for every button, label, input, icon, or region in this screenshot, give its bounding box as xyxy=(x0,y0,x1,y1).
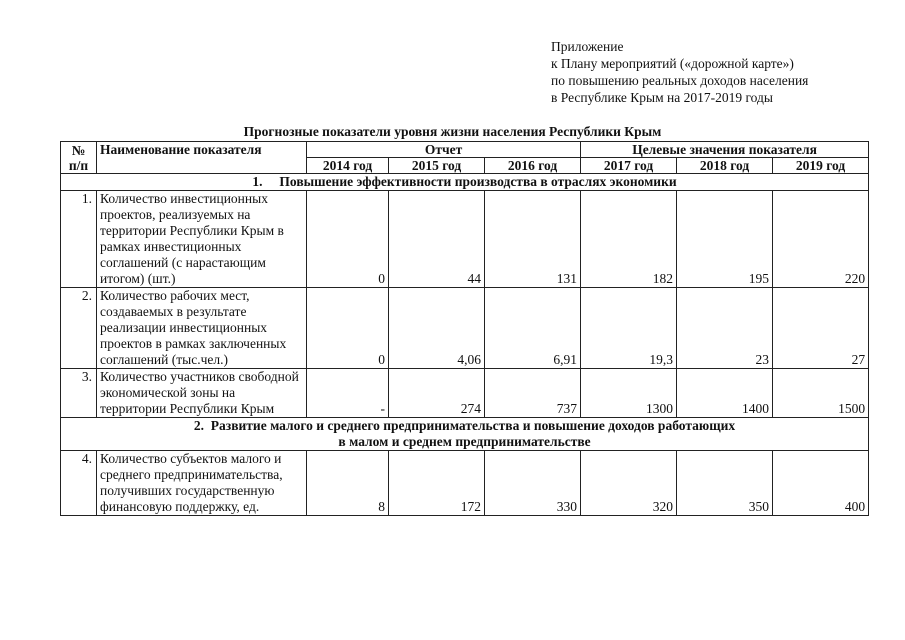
row-value: 6,91 xyxy=(485,288,581,369)
section-title-1-text: 1. Повышение эффективности производства в отраслях экономики xyxy=(252,174,677,189)
table-title: Прогнозные показатели уровня жизни населения Республики Крым xyxy=(243,124,662,139)
row-value: 131 xyxy=(485,191,581,288)
row-value: 27 xyxy=(773,288,869,369)
row-value: - xyxy=(307,369,389,418)
column-header-year: 2017 год xyxy=(581,158,677,174)
indicators-table xyxy=(60,141,869,516)
row-value: 1400 xyxy=(677,369,773,418)
appendix-line-4: в Республике Крым на 2017-2019 годы xyxy=(551,90,773,105)
column-header-target: Целевые значения показателя xyxy=(581,142,869,158)
row-value: 8 xyxy=(307,451,389,516)
column-header-number-line2: п/п xyxy=(68,158,89,173)
row-value: 4,06 xyxy=(389,288,485,369)
table-row xyxy=(61,191,869,288)
row-value: 44 xyxy=(389,191,485,288)
table-row xyxy=(61,451,869,516)
column-header-year: 2016 год xyxy=(485,158,581,174)
column-header-year: 2014 год xyxy=(307,158,389,174)
row-name: Количество рабочих мест, создаваемых в результате реализации инвестиционных проектов в рамках заключенных соглашений (тыс.чел.) xyxy=(97,288,307,369)
row-name: Количество субъектов малого и среднего предпринимательства, получивших государственную финансовую поддержку, ед. xyxy=(97,451,307,516)
row-value: 274 xyxy=(389,369,485,418)
column-header-year: 2019 год xyxy=(773,158,869,174)
row-name: Количество инвестиционных проектов, реализуемых на территории Республики Крым в рамках инвестиционных соглашений (с нарастающим итогом) (шт.) xyxy=(97,191,307,288)
row-number: 4. xyxy=(61,451,97,516)
column-header-number-line1: № xyxy=(71,143,86,158)
section-row xyxy=(61,174,869,191)
column-header-number xyxy=(61,142,97,174)
section-title-2-line1: 2. Развитие малого и среднего предпринимательства и повышение доходов работающих xyxy=(193,418,736,433)
section-row xyxy=(61,418,869,451)
row-value: 320 xyxy=(581,451,677,516)
row-value: 737 xyxy=(485,369,581,418)
appendix-header xyxy=(551,38,808,106)
row-number: 3. xyxy=(61,369,97,418)
appendix-line-1: Приложение xyxy=(551,39,624,54)
row-value: 1300 xyxy=(581,369,677,418)
section-title-2 xyxy=(61,418,869,451)
column-header-name: Наименование показателя xyxy=(97,142,307,174)
row-value: 0 xyxy=(307,191,389,288)
row-value: 0 xyxy=(307,288,389,369)
row-value: 172 xyxy=(389,451,485,516)
column-header-year: 2015 год xyxy=(389,158,485,174)
row-value: 400 xyxy=(773,451,869,516)
column-header-report: Отчет xyxy=(307,142,581,158)
column-header-year: 2018 год xyxy=(677,158,773,174)
appendix-line-3: по повышению реальных доходов населения xyxy=(551,73,809,88)
row-value: 220 xyxy=(773,191,869,288)
section-title-2-line2: в малом и среднем предпринимательстве xyxy=(338,434,591,449)
row-value: 19,3 xyxy=(581,288,677,369)
row-value: 350 xyxy=(677,451,773,516)
row-number: 2. xyxy=(61,288,97,369)
row-value: 23 xyxy=(677,288,773,369)
row-value: 330 xyxy=(485,451,581,516)
table-row xyxy=(61,369,869,418)
row-value: 195 xyxy=(677,191,773,288)
row-name: Количество участников свободной экономической зоны на территории Республики Крым xyxy=(97,369,307,418)
table-row xyxy=(61,288,869,369)
appendix-line-2: к Плану мероприятий («дорожной карте») xyxy=(551,56,794,71)
section-title-1 xyxy=(61,174,869,191)
row-value: 1500 xyxy=(773,369,869,418)
row-number: 1. xyxy=(61,191,97,288)
row-value: 182 xyxy=(581,191,677,288)
